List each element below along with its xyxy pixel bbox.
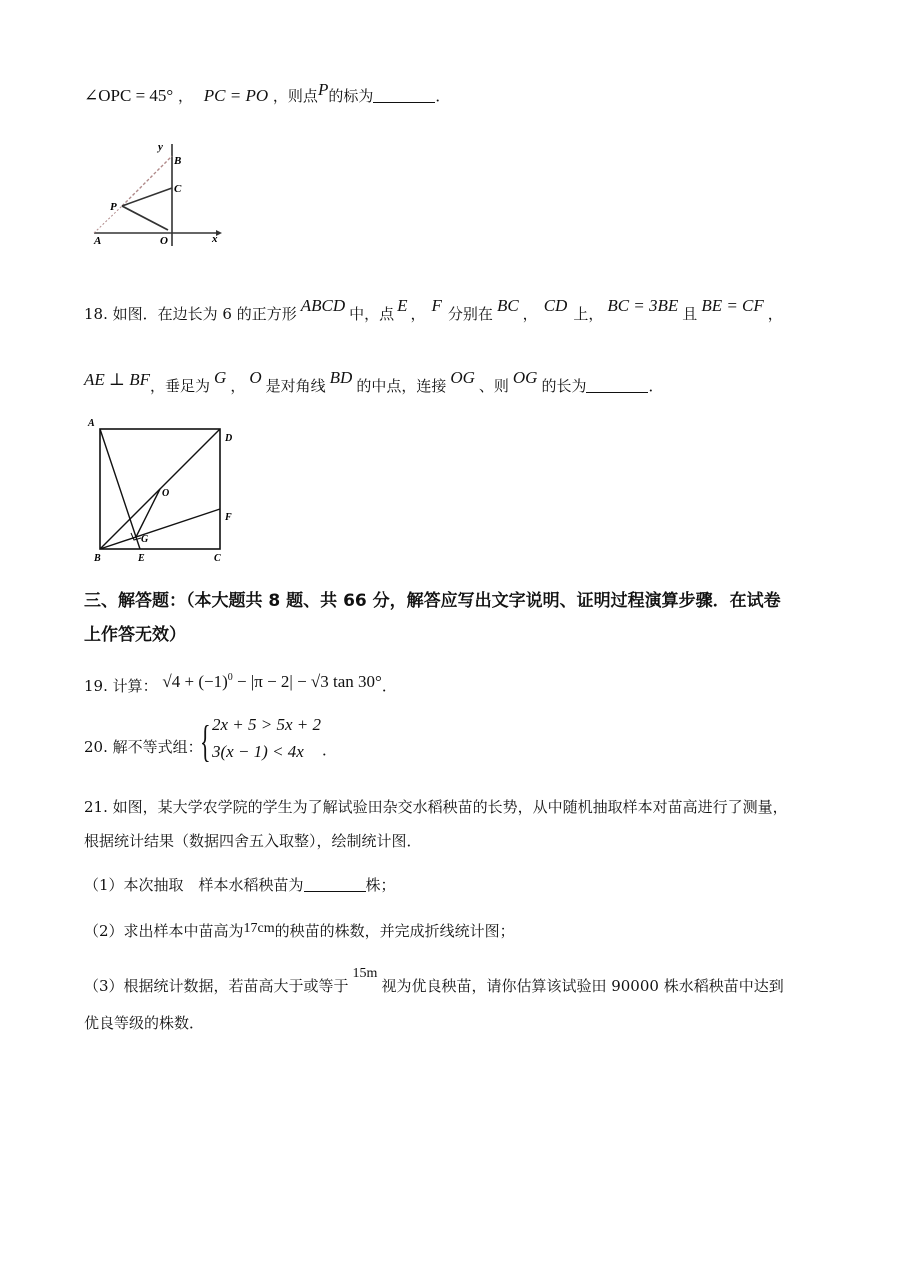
q17-comma: ，: [177, 87, 193, 105]
q21-part1-end: 株；: [365, 876, 396, 894]
q21-part3-end: 视为优良秧苗，请你估算该试验田 90000 株水稻秧苗中达到: [381, 977, 784, 995]
q17-segment-pb: [122, 156, 172, 206]
q19-paren: (−1): [198, 672, 228, 691]
q18-bc: BC: [496, 296, 519, 315]
q18-point-g: G: [214, 368, 227, 387]
q21-part3-text: （3）根据统计数据，若苗高大于或等于: [84, 977, 349, 995]
q18-text1: 18. 如图．在边长为 6 的正方形: [84, 305, 297, 323]
q18-line1: [84, 296, 783, 324]
q18-text6: ，垂足为: [150, 377, 211, 395]
q18-label-b: B: [94, 553, 101, 564]
q19-plus: +: [180, 672, 199, 691]
q17-label-a: A: [94, 235, 102, 247]
q18-eq1: BC = 3BE: [607, 296, 679, 315]
q21-part1: [84, 875, 396, 895]
q20-end: ．: [322, 741, 338, 759]
q20-inequality1: 2x + 5 > 5x + 2: [212, 715, 322, 734]
q17-label-c: C: [174, 183, 182, 195]
q18-comma2: ，: [522, 305, 538, 323]
q18-label-e: E: [138, 553, 145, 564]
q18-text7: 是对角线: [265, 377, 326, 395]
q17-text2: 的标为: [328, 87, 374, 105]
q17-segment-pc: [122, 188, 172, 206]
q17-label-o: O: [160, 235, 168, 247]
q18-label-o: O: [162, 488, 170, 499]
q17-answer-blank: [373, 88, 435, 103]
q21-line2: 根据统计结果（数据四舍五入取整），绘制统计图．: [84, 832, 422, 850]
q18-perp: AE ⊥ BF: [84, 370, 151, 389]
q21-part3-value: 15m: [352, 966, 378, 981]
q18-text4: 上，: [573, 305, 604, 323]
q18-point-e: E: [397, 296, 408, 315]
q17-segment-ap: [94, 206, 122, 233]
q18-text9: 、则: [478, 377, 509, 395]
q21-line1: 21. 如图，某大学农学院的学生为了解试验田杂交水稻秧苗的长势，从中随机抽取样本对苗高进行了测量，: [84, 798, 788, 816]
q17-condition-line: [84, 80, 450, 106]
q18-comma4: ，: [230, 377, 246, 395]
section3-heading-line2: 上作答无效）: [84, 625, 186, 645]
q17-segment-po: [122, 206, 168, 230]
q18-label-a: A: [88, 418, 95, 429]
q18-label-g: G: [141, 534, 149, 545]
q21-part1-blank: [304, 877, 366, 892]
q19-tan: tan 30°: [333, 672, 382, 691]
q18-og2: OG: [512, 368, 538, 387]
q18-point-f: F: [431, 296, 442, 315]
q18-abcd: ABCD: [300, 296, 346, 315]
q21-part2-end: 的秧苗的株数，并完成折线统计图；: [274, 922, 515, 940]
q17-end: ．: [435, 87, 451, 105]
q20-inequality2: 3(x − 1) < 4x: [212, 742, 304, 761]
q20-label: 20. 解不等式组：: [84, 738, 203, 756]
q18-og1: OG: [450, 368, 475, 387]
q17-label-p: P: [110, 201, 117, 213]
q17-label-x: x: [212, 233, 218, 245]
section3-heading-line1: 三、解答题：（本大题共 8 题、共 66 分，解答应写出文字说明、证明过程演算步骤．在试卷: [84, 591, 781, 611]
q18-segment-ae: [100, 429, 140, 549]
q18-comma1: ，: [410, 305, 426, 323]
q18-text10: 的长为: [541, 377, 587, 395]
q20-brace: {: [200, 717, 211, 766]
q17-angle: ∠OPC = 45°: [84, 86, 174, 105]
q19-label: 19. 计算：: [84, 677, 158, 695]
q18-text3: 分别在: [447, 305, 493, 323]
q18-end: ．: [648, 377, 664, 395]
q18-point-o: O: [249, 368, 262, 387]
q18-answer-blank: [586, 378, 648, 393]
q21-part1-text: （1）本次抽取 样本水稻秧苗为: [84, 876, 304, 894]
q18-text2: 中，点: [349, 305, 395, 323]
q18-text8: 的中点，连接: [356, 377, 447, 395]
q18-comma3: ，: [767, 305, 783, 323]
q19-abs: − |π − 2| −: [232, 672, 311, 691]
q19-end: ．: [381, 677, 397, 695]
q17-label-b: B: [174, 155, 182, 167]
q21-part2-text: （2）求出样本中苗高为: [84, 922, 244, 940]
q21-part3: [84, 964, 784, 996]
q18-cd: CD: [543, 296, 568, 315]
q17-text1: ，则点: [272, 87, 318, 105]
q19-sqrt4: √4: [162, 672, 181, 691]
q17-point-p: P: [317, 80, 329, 99]
q19-expression: [162, 672, 381, 691]
q18-label-f: F: [225, 512, 232, 523]
q17-label-y: y: [158, 141, 163, 153]
q18-label-d: D: [225, 433, 233, 444]
q18-bd: BD: [329, 368, 353, 387]
q21-part2: [84, 919, 515, 941]
q19-sqrt3: √3: [310, 672, 329, 691]
q18-text5: 且: [682, 305, 698, 323]
q18-label-c: C: [214, 553, 221, 564]
q18-line2: [84, 368, 664, 396]
q21-part2-value: 17cm: [243, 921, 275, 936]
q17-coordinate-figure: [88, 138, 224, 248]
q18-segment-bf: [100, 509, 220, 549]
q18-eq2: BE = CF: [701, 296, 764, 315]
q19-line: [84, 668, 397, 696]
q18-square-figure: [86, 418, 238, 566]
q19-exponent: 0: [227, 672, 233, 683]
q21-part3-line2: 优良等级的株数．: [84, 1014, 205, 1032]
q17-equation: PC = PO: [203, 86, 269, 105]
